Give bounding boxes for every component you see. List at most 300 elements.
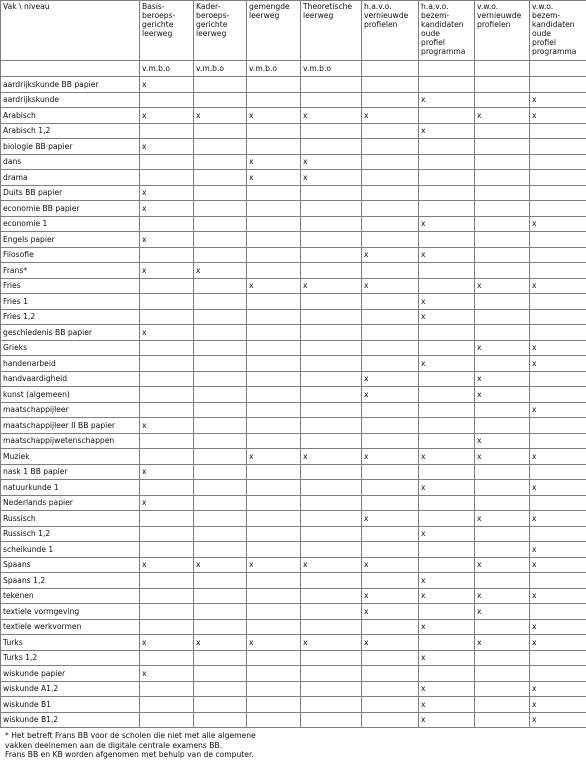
mark-cell	[194, 402, 247, 418]
mark-cell: x	[247, 557, 301, 573]
mark-cell	[362, 650, 419, 666]
mark-cell: x	[419, 681, 475, 697]
mark-cell	[362, 216, 419, 232]
subheader-cell: v.m.b.o	[194, 61, 247, 77]
mark-cell	[247, 495, 301, 511]
table-row	[1, 635, 586, 651]
mark-cell	[301, 247, 362, 263]
mark-cell	[194, 216, 247, 232]
mark-cell	[247, 588, 301, 604]
subject-cell: maatschappijleer II BB papier	[1, 418, 140, 434]
mark-cell	[301, 573, 362, 589]
mark-cell	[362, 418, 419, 434]
mark-cell	[247, 604, 301, 620]
footnote-line: * Het betreft Frans BB voor de scholen die niet met alle algemene	[5, 731, 256, 740]
mark-cell: x	[530, 635, 586, 651]
subheader-cell	[419, 61, 475, 77]
mark-cell	[475, 123, 530, 139]
mark-cell	[419, 666, 475, 682]
mark-cell	[530, 371, 586, 387]
mark-cell	[530, 185, 586, 201]
mark-cell: x	[140, 185, 194, 201]
mark-cell: x	[362, 557, 419, 573]
mark-cell: x	[419, 309, 475, 325]
mark-cell	[140, 650, 194, 666]
mark-cell	[530, 433, 586, 449]
mark-cell	[140, 387, 194, 403]
mark-cell	[140, 402, 194, 418]
subheader-cell	[1, 61, 140, 77]
mark-cell	[140, 480, 194, 496]
subject-cell: Muziek	[1, 449, 140, 465]
mark-cell	[475, 619, 530, 635]
mark-cell	[362, 123, 419, 139]
column-header: v.w.o. bezem- kandidaten oude profiel programma	[530, 1, 586, 61]
mark-cell	[140, 712, 194, 728]
mark-cell	[247, 387, 301, 403]
mark-cell	[247, 294, 301, 310]
mark-cell	[530, 604, 586, 620]
mark-cell	[419, 170, 475, 186]
mark-cell: x	[140, 635, 194, 651]
mark-cell	[140, 154, 194, 170]
mark-cell: x	[301, 557, 362, 573]
mark-cell	[301, 464, 362, 480]
mark-cell	[247, 573, 301, 589]
mark-cell	[530, 418, 586, 434]
mark-cell: x	[475, 604, 530, 620]
subject-cell: wiskunde B1	[1, 697, 140, 713]
mark-cell: x	[419, 480, 475, 496]
mark-cell	[419, 139, 475, 155]
mark-cell: x	[530, 216, 586, 232]
mark-cell	[140, 573, 194, 589]
mark-cell: x	[475, 371, 530, 387]
mark-cell: x	[475, 557, 530, 573]
mark-cell	[247, 511, 301, 527]
mark-cell: x	[419, 650, 475, 666]
mark-cell	[475, 170, 530, 186]
subject-cell: Nederlands papier	[1, 495, 140, 511]
mark-cell: x	[475, 511, 530, 527]
mark-cell: x	[419, 216, 475, 232]
mark-cell	[475, 542, 530, 558]
table-row	[1, 697, 586, 713]
table-row	[1, 294, 586, 310]
mark-cell: x	[140, 139, 194, 155]
mark-cell: x	[419, 247, 475, 263]
table-row	[1, 170, 586, 186]
mark-cell	[247, 77, 301, 93]
mark-cell	[419, 604, 475, 620]
mark-cell: x	[475, 449, 530, 465]
mark-cell	[194, 356, 247, 372]
mark-cell	[530, 154, 586, 170]
mark-cell	[530, 77, 586, 93]
mark-cell: x	[530, 557, 586, 573]
subject-cell: Turks 1,2	[1, 650, 140, 666]
mark-cell	[419, 511, 475, 527]
mark-cell	[362, 325, 419, 341]
mark-cell	[140, 309, 194, 325]
mark-cell	[362, 666, 419, 682]
subject-cell: Arabisch 1,2	[1, 123, 140, 139]
subject-cell: textiele vormgeving	[1, 604, 140, 620]
mark-cell: x	[530, 542, 586, 558]
table-row	[1, 480, 586, 496]
mark-cell	[419, 232, 475, 248]
table-row	[1, 449, 586, 465]
mark-cell	[247, 309, 301, 325]
table-row	[1, 418, 586, 434]
mark-cell	[475, 247, 530, 263]
mark-cell	[419, 542, 475, 558]
mark-cell	[140, 619, 194, 635]
mark-cell	[362, 433, 419, 449]
mark-cell	[475, 309, 530, 325]
mark-cell	[362, 526, 419, 542]
mark-cell: x	[475, 588, 530, 604]
mark-cell	[301, 433, 362, 449]
mark-cell	[419, 433, 475, 449]
subject-cell: Duits BB papier	[1, 185, 140, 201]
mark-cell: x	[301, 108, 362, 124]
mark-cell: x	[475, 278, 530, 294]
mark-cell	[301, 216, 362, 232]
mark-cell	[301, 340, 362, 356]
table-row	[1, 108, 586, 124]
mark-cell	[247, 340, 301, 356]
mark-cell	[530, 123, 586, 139]
mark-cell	[140, 697, 194, 713]
mark-cell	[530, 139, 586, 155]
table-row	[1, 650, 586, 666]
table-row	[1, 340, 586, 356]
mark-cell	[419, 635, 475, 651]
mark-cell: x	[247, 635, 301, 651]
table-row	[1, 232, 586, 248]
mark-cell	[301, 294, 362, 310]
mark-cell	[301, 309, 362, 325]
mark-cell	[419, 154, 475, 170]
mark-cell	[475, 418, 530, 434]
mark-cell	[301, 185, 362, 201]
subheader-cell	[530, 61, 586, 77]
table-row	[1, 619, 586, 635]
mark-cell	[301, 712, 362, 728]
mark-cell	[475, 666, 530, 682]
mark-cell	[475, 681, 530, 697]
subject-cell: drama	[1, 170, 140, 186]
mark-cell	[194, 294, 247, 310]
mark-cell	[530, 464, 586, 480]
mark-cell	[362, 139, 419, 155]
mark-cell	[140, 526, 194, 542]
mark-cell	[419, 371, 475, 387]
mark-cell: x	[419, 526, 475, 542]
subject-cell: economie 1	[1, 216, 140, 232]
subject-cell: tekenen	[1, 588, 140, 604]
mark-cell	[362, 263, 419, 279]
mark-cell	[194, 123, 247, 139]
mark-cell	[475, 697, 530, 713]
mark-cell	[194, 201, 247, 217]
mark-cell	[140, 247, 194, 263]
table-row	[1, 278, 586, 294]
subject-cell: Fries 1	[1, 294, 140, 310]
table-row	[1, 588, 586, 604]
subject-cell: maatschappijwetenschappen	[1, 433, 140, 449]
mark-cell: x	[301, 278, 362, 294]
mark-cell	[301, 77, 362, 93]
table-row	[1, 216, 586, 232]
mark-cell	[301, 201, 362, 217]
subheader-cell: v.m.b.o	[140, 61, 194, 77]
mark-cell: x	[419, 697, 475, 713]
mark-cell: x	[419, 449, 475, 465]
mark-cell	[530, 573, 586, 589]
mark-cell	[140, 371, 194, 387]
subheader-cell: v.m.b.o	[301, 61, 362, 77]
mark-cell	[475, 480, 530, 496]
mark-cell	[140, 340, 194, 356]
mark-cell: x	[362, 387, 419, 403]
mark-cell	[194, 418, 247, 434]
mark-cell: x	[530, 681, 586, 697]
mark-cell: x	[247, 278, 301, 294]
mark-cell	[247, 371, 301, 387]
subject-cell: Spaans	[1, 557, 140, 573]
mark-cell	[362, 356, 419, 372]
mark-cell: x	[419, 573, 475, 589]
mark-cell	[362, 185, 419, 201]
mark-cell	[140, 588, 194, 604]
mark-cell	[140, 449, 194, 465]
subject-cell: aardrijkskunde	[1, 92, 140, 108]
mark-cell	[247, 356, 301, 372]
mark-cell	[530, 387, 586, 403]
mark-cell	[362, 232, 419, 248]
mark-cell: x	[140, 325, 194, 341]
mark-cell	[362, 495, 419, 511]
mark-cell	[194, 712, 247, 728]
table-row	[1, 185, 586, 201]
column-header: gemengde leerweg	[247, 1, 301, 61]
subject-cell: Fries	[1, 278, 140, 294]
table-row	[1, 681, 586, 697]
mark-cell: x	[530, 511, 586, 527]
mark-cell	[247, 681, 301, 697]
mark-cell: x	[530, 402, 586, 418]
table-row	[1, 247, 586, 263]
mark-cell	[475, 356, 530, 372]
subject-cell: textiele werkvormen	[1, 619, 140, 635]
mark-cell: x	[362, 588, 419, 604]
subject-cell: kunst (algemeen)	[1, 387, 140, 403]
mark-cell	[247, 433, 301, 449]
mark-cell: x	[140, 557, 194, 573]
mark-cell	[475, 294, 530, 310]
mark-cell: x	[530, 340, 586, 356]
mark-cell	[362, 712, 419, 728]
mark-cell	[475, 185, 530, 201]
mark-cell	[362, 480, 419, 496]
mark-cell	[419, 77, 475, 93]
column-header: h.a.v.o. vernieuwde profielen	[362, 1, 419, 61]
mark-cell	[140, 542, 194, 558]
mark-cell	[530, 170, 586, 186]
mark-cell	[247, 464, 301, 480]
mark-cell	[194, 464, 247, 480]
table-row	[1, 263, 586, 279]
mark-cell	[247, 325, 301, 341]
mark-cell	[247, 526, 301, 542]
mark-cell: x	[530, 619, 586, 635]
mark-cell	[247, 666, 301, 682]
mark-cell	[140, 356, 194, 372]
table-row	[1, 712, 586, 728]
table-row	[1, 573, 586, 589]
mark-cell: x	[140, 418, 194, 434]
subject-cell: scheikunde 1	[1, 542, 140, 558]
column-header: h.a.v.o. bezem- kandidaten oude profiel programma	[419, 1, 475, 61]
subheader-cell	[475, 61, 530, 77]
mark-cell: x	[301, 449, 362, 465]
subject-cell: handvaardigheid	[1, 371, 140, 387]
mark-cell	[194, 433, 247, 449]
subheader-cell: v.m.b.o	[247, 61, 301, 77]
mark-cell	[362, 573, 419, 589]
subject-cell: nask 1 BB papier	[1, 464, 140, 480]
mark-cell: x	[530, 697, 586, 713]
table-row	[1, 402, 586, 418]
footnote-line: Frans BB en KB worden afgenomen met behulp van de computer.	[5, 750, 254, 760]
mark-cell	[140, 433, 194, 449]
mark-cell	[194, 340, 247, 356]
mark-cell	[247, 418, 301, 434]
subject-cell: biologie BB papier	[1, 139, 140, 155]
mark-cell: x	[475, 108, 530, 124]
subject-cell: maatschappijleer	[1, 402, 140, 418]
mark-cell	[301, 495, 362, 511]
mark-cell	[247, 712, 301, 728]
mark-cell	[247, 216, 301, 232]
mark-cell: x	[362, 371, 419, 387]
subject-cell: aardrijkskunde BB papier	[1, 77, 140, 93]
mark-cell	[475, 526, 530, 542]
table-row	[1, 371, 586, 387]
mark-cell: x	[194, 263, 247, 279]
mark-cell: x	[475, 635, 530, 651]
subject-cell: wiskunde A1,2	[1, 681, 140, 697]
mark-cell: x	[530, 449, 586, 465]
mark-cell	[301, 263, 362, 279]
mark-cell	[419, 201, 475, 217]
mark-cell: x	[140, 108, 194, 124]
footnote-line: vakken deelnemen aan de digitale centrale examens BB.	[5, 740, 223, 750]
mark-cell	[194, 681, 247, 697]
table-row	[1, 309, 586, 325]
mark-cell	[362, 681, 419, 697]
mark-cell	[194, 573, 247, 589]
mark-cell	[475, 154, 530, 170]
mark-cell	[475, 402, 530, 418]
mark-cell	[475, 77, 530, 93]
mark-cell: x	[530, 356, 586, 372]
mark-cell	[301, 588, 362, 604]
table-row	[1, 123, 586, 139]
mark-cell	[247, 92, 301, 108]
mark-cell	[419, 464, 475, 480]
mark-cell	[301, 418, 362, 434]
table-row	[1, 77, 586, 93]
mark-cell: x	[530, 92, 586, 108]
mark-cell	[419, 418, 475, 434]
table-row	[1, 92, 586, 108]
mark-cell	[530, 325, 586, 341]
mark-cell: x	[194, 557, 247, 573]
mark-cell: x	[247, 108, 301, 124]
mark-cell: x	[530, 108, 586, 124]
mark-cell: x	[475, 340, 530, 356]
mark-cell	[362, 170, 419, 186]
mark-cell	[475, 92, 530, 108]
header-row	[1, 1, 586, 61]
mark-cell	[194, 185, 247, 201]
mark-cell	[419, 263, 475, 279]
subheader-row	[1, 61, 586, 77]
table-row	[1, 387, 586, 403]
mark-cell	[301, 604, 362, 620]
mark-cell	[301, 681, 362, 697]
mark-cell	[301, 526, 362, 542]
mark-cell	[194, 77, 247, 93]
mark-cell	[530, 294, 586, 310]
mark-cell: x	[140, 77, 194, 93]
mark-cell	[247, 232, 301, 248]
mark-cell	[194, 325, 247, 341]
subject-cell: Frans*	[1, 263, 140, 279]
mark-cell	[247, 480, 301, 496]
mark-cell	[475, 232, 530, 248]
column-header: Basis- beroeps- gerichte leerweg	[140, 1, 194, 61]
mark-cell	[301, 371, 362, 387]
subject-cell: Spaans 1,2	[1, 573, 140, 589]
mark-cell	[530, 526, 586, 542]
mark-cell	[530, 650, 586, 666]
mark-cell	[530, 263, 586, 279]
mark-cell	[247, 139, 301, 155]
subject-cell: wiskunde B1,2	[1, 712, 140, 728]
mark-cell: x	[362, 511, 419, 527]
mark-cell	[475, 139, 530, 155]
mark-cell: x	[419, 92, 475, 108]
table-row	[1, 464, 586, 480]
mark-cell	[247, 650, 301, 666]
mark-cell	[530, 495, 586, 511]
table-row	[1, 526, 586, 542]
mark-cell	[194, 170, 247, 186]
mark-cell	[362, 542, 419, 558]
mark-cell: x	[475, 433, 530, 449]
mark-cell	[362, 464, 419, 480]
mark-cell	[194, 526, 247, 542]
subject-cell: wiskunde papier	[1, 666, 140, 682]
mark-cell	[194, 480, 247, 496]
mark-cell	[475, 263, 530, 279]
mark-cell	[194, 92, 247, 108]
mark-cell	[362, 77, 419, 93]
